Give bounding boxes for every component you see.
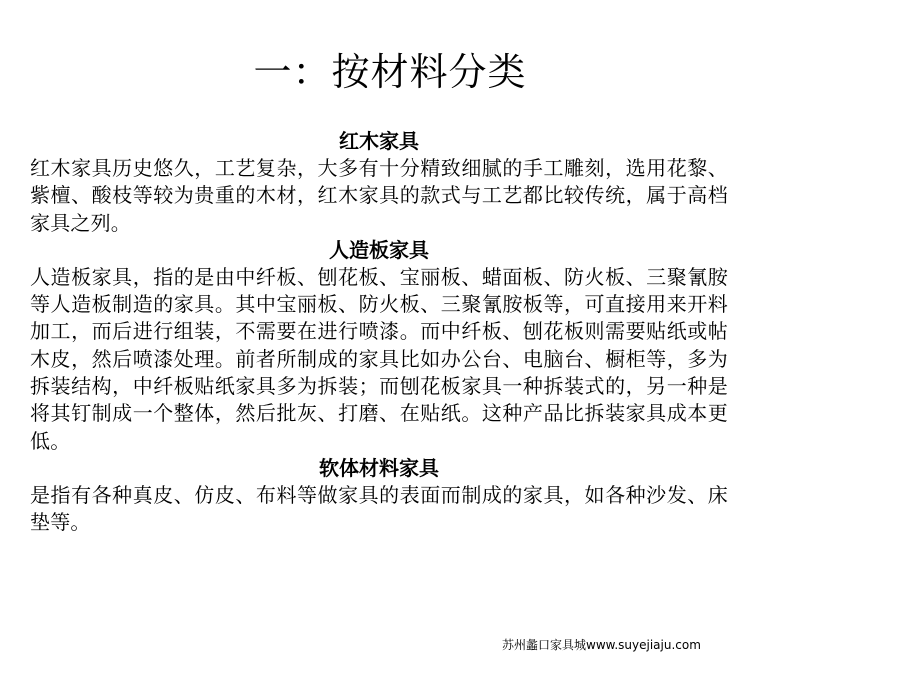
slide-title: 一：按材料分类 (253, 50, 527, 94)
section-heading-renzaoban: 人造板家具 (329, 237, 429, 262)
section-paragraph-renzaoban: 人造板家具，指的是由中纤板、刨花板、宝丽板、蜡面板、防火板、三聚氰胺等人造板制造的家具。其中宝丽板、防火板、三聚氰胺板等，可直接用来开料加工，而后进行组装，不需要在进行喷漆。而中纤板、刨花板则需要贴纸或帖木皮，然后喷漆处理。前者所制成的家具比如办公台、电脑台、橱柜等，多为拆装结构，中纤板贴纸家具多为拆装；而刨花板家具一种拆装式的，另一种是将其钉制成一个整体，然后批灰、打磨、在贴纸。这种产品比拆装家具成本更低。 (30, 264, 728, 453)
section-paragraph-hongmu: 红木家具历史悠久，工艺复杂，大多有十分精致细腻的手工雕刻，选用花黎、紫檀、酸枝等较为贵重的木材，红木家具的款式与工艺都比较传统，属于高档家具之列。 (30, 156, 728, 235)
section-paragraph-ruanti: 是指有各种真皮、仿皮、布料等做家具的表面而制成的家具，如各种沙发、床垫等。 (30, 482, 728, 535)
section-heading-hongmu: 红木家具 (339, 129, 419, 153)
body-text (30, 128, 728, 537)
footer-credit: 苏州蠡口家具城www.suyejiaju.com (502, 638, 701, 652)
section-heading-ruanti: 软体材料家具 (319, 455, 439, 480)
